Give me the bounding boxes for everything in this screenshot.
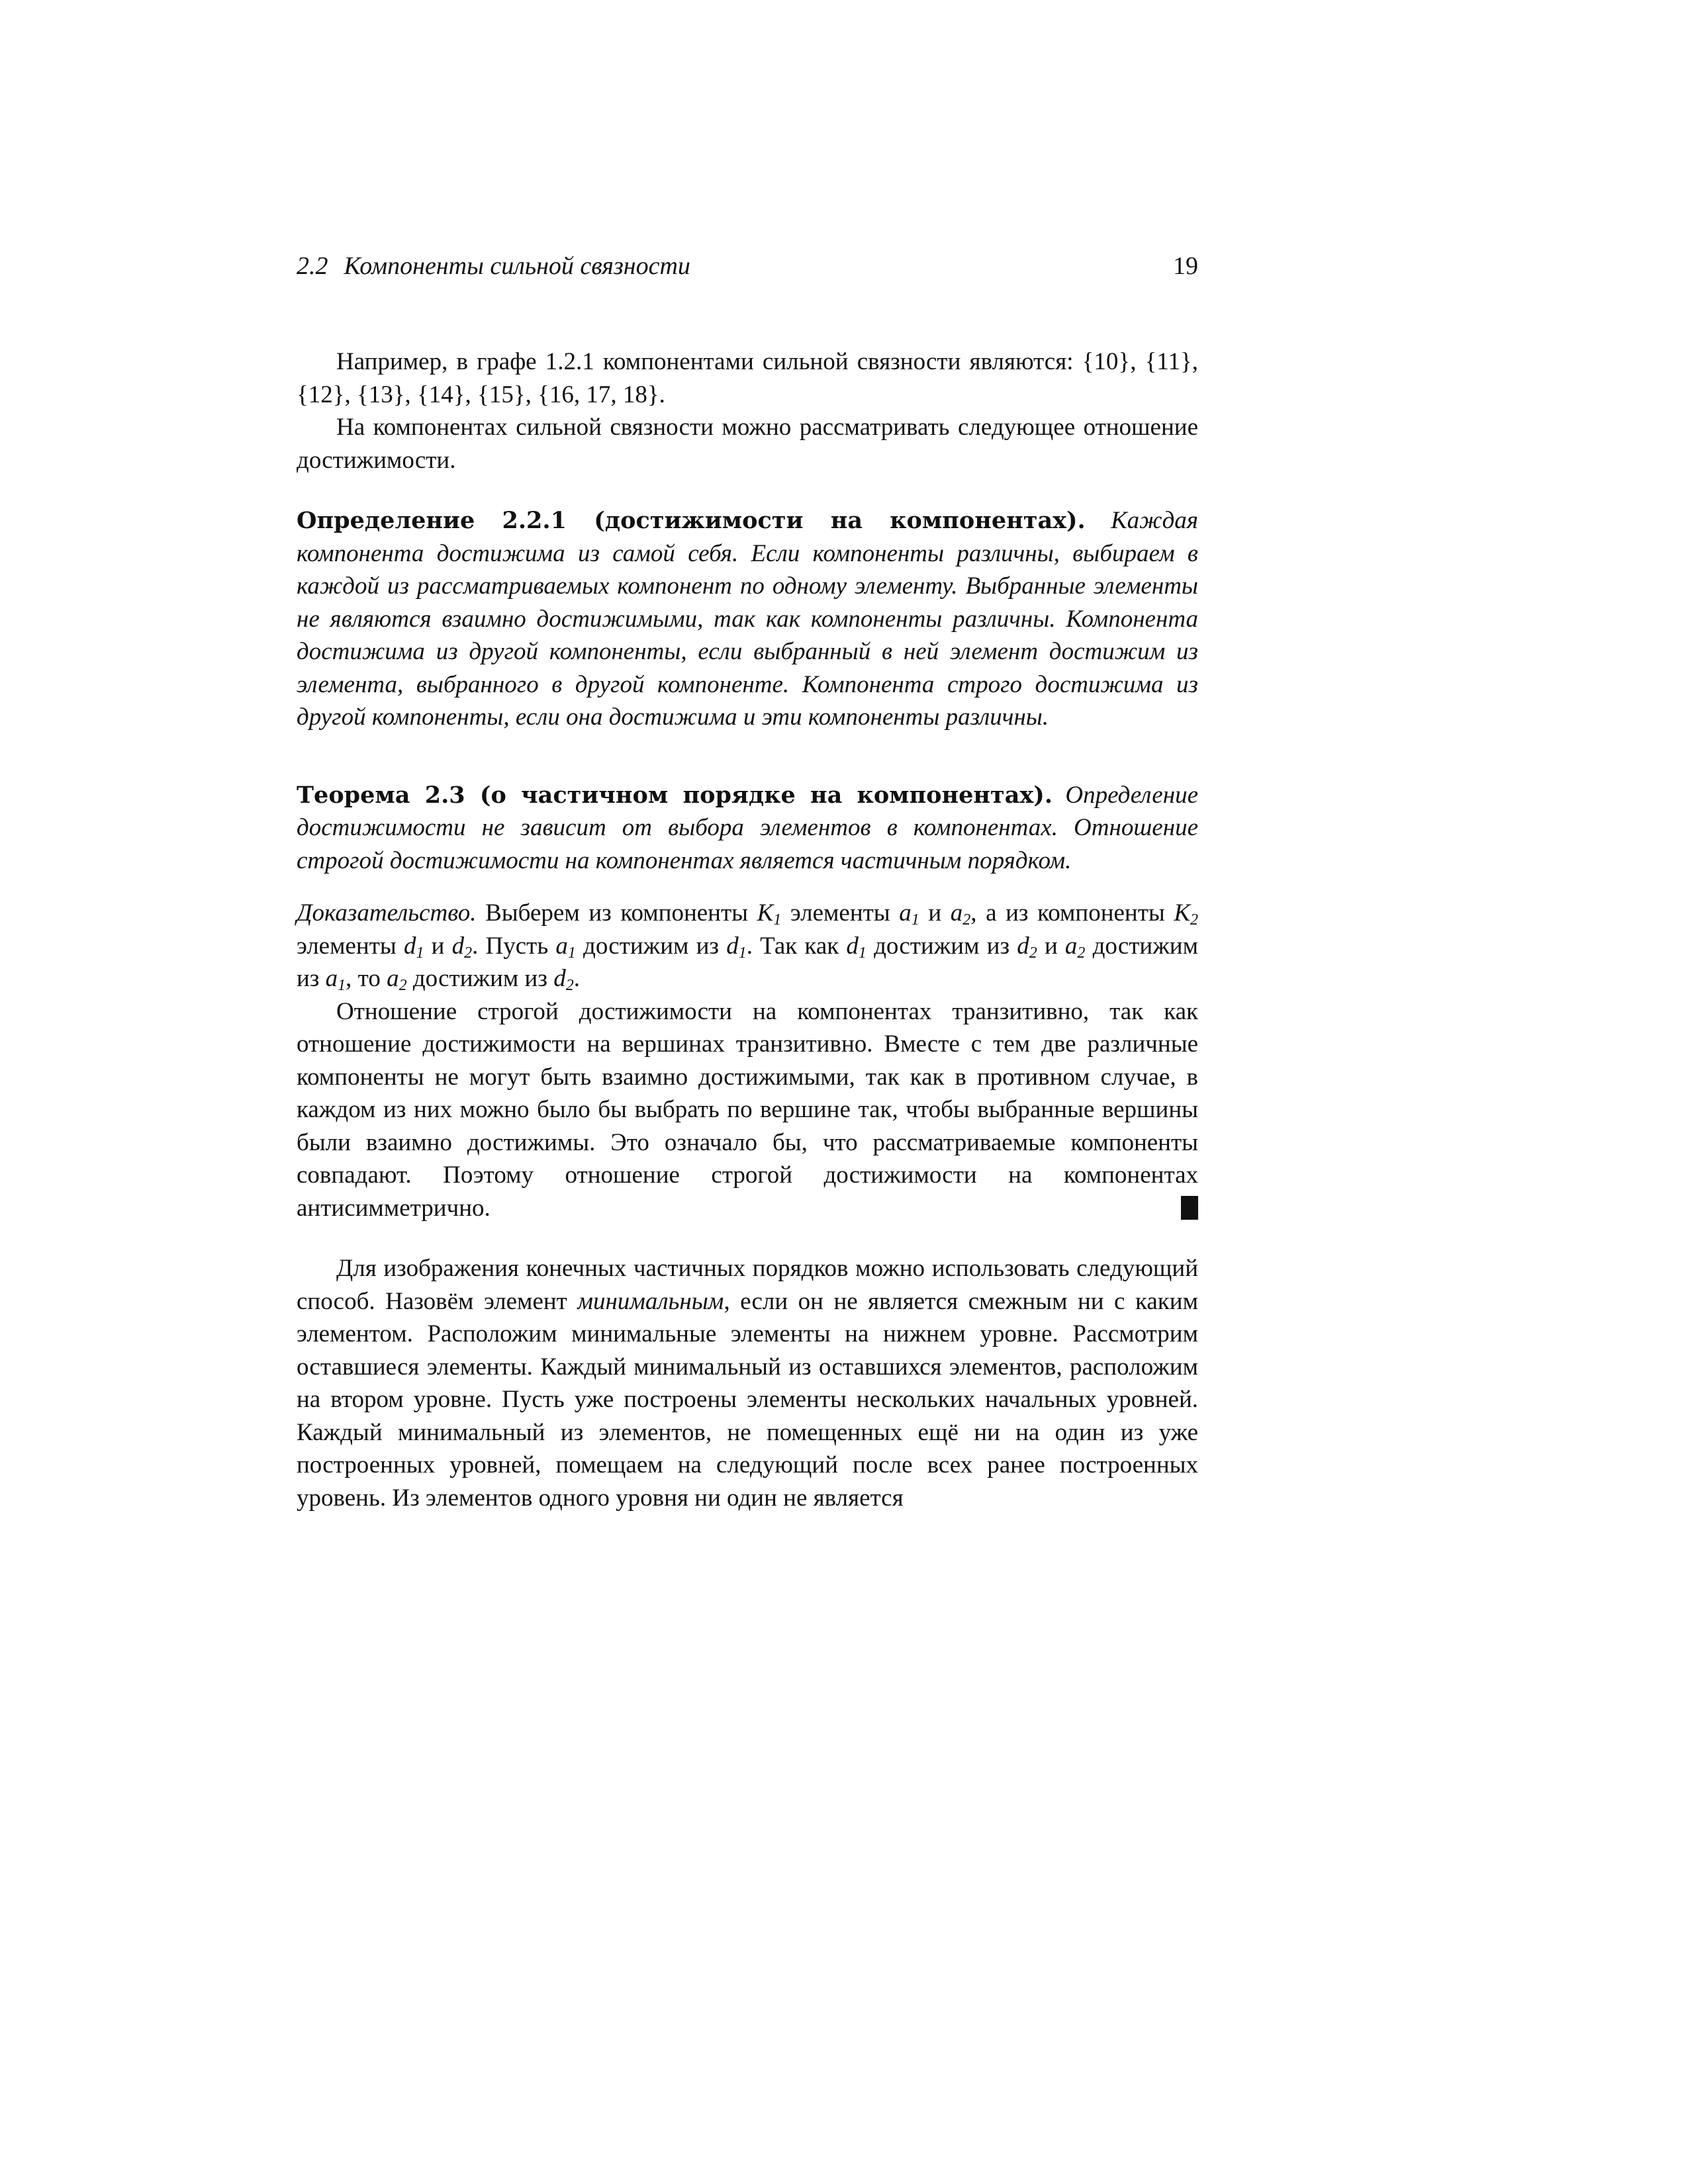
math-symbol: a <box>1064 932 1078 960</box>
math-symbol: a <box>950 899 963 927</box>
math-d2 <box>1017 933 1037 960</box>
math-subscript: 1 <box>738 944 747 962</box>
proof-text: и <box>431 932 445 960</box>
math-d2 <box>452 933 473 960</box>
page-number: 19 <box>1173 252 1198 280</box>
math-symbol: a <box>325 965 338 992</box>
proof-text: достижим из <box>874 932 1010 960</box>
paragraph-partial-orders <box>297 1252 1198 1514</box>
math-d2 <box>553 965 574 992</box>
definition-body: Каждая компонента достижима из самой себя. Если компоненты различны, выбираем в каждой из рассматриваемых компонент по одному элементу. Выбранные элементы не являются взаимно достижимыми, так как компоненты различны. Компонента достижима из другой компоненты, если выбранный в ней элемент достижим из элемента, выбранного в другой компоненте. Компонента строго достижима из другой компоненты, если она достижима и эти компоненты различны. <box>297 507 1198 731</box>
proof-text: . <box>573 965 580 992</box>
math-subscript: 2 <box>1077 944 1086 962</box>
math-symbol: d <box>726 932 739 960</box>
theorem-label: Теорема 2.3 (о частичном порядке на компонентах). <box>297 781 1053 809</box>
math-d1 <box>846 933 867 960</box>
proof-text: . Пусть <box>472 932 549 960</box>
math-subscript: 1 <box>338 977 346 994</box>
math-subscript: 2 <box>1029 944 1037 962</box>
math-a1 <box>899 899 919 927</box>
running-head <box>297 246 1198 286</box>
definition-block <box>297 504 1198 734</box>
theorem-body: Определение достижимости не зависит от выбора элементов в компонентах. Отношение строгой достижимости на компонентах является частичным порядком. <box>297 781 1198 874</box>
math-k2 <box>1174 899 1198 927</box>
proof-paragraph-2 <box>297 995 1198 1225</box>
proof-text: , а из компоненты <box>970 899 1165 927</box>
proof-text: Отношение строгой достижимости на компонентах транзитивно, так как отношение достижимости на вершинах транзитивно. Вместе с тем две различные компоненты не могут быть взаимно достижимыми, так как в противном случае, в каждом из них можно было бы выбрать по вершине так, чтобы выбранные вершины были взаимно достижимы. Это означало бы, что рассматриваемые компоненты совпадают. Поэтому отношение строгой достижимости на компонентах антисимметрично. <box>297 997 1198 1222</box>
math-symbol: d <box>846 932 859 960</box>
proof-text: достижим из <box>412 965 547 992</box>
math-subscript: 1 <box>773 911 782 929</box>
section-number: 2.2 <box>297 252 328 280</box>
math-d1 <box>404 933 424 960</box>
math-a1 <box>326 965 346 992</box>
math-symbol: K <box>757 899 774 927</box>
term-minimal: минимальным <box>577 1287 724 1315</box>
definition-label: Определение 2.2.1 (достижимости на компонентах). <box>297 507 1086 534</box>
math-subscript: 2 <box>565 977 574 994</box>
paragraph-intro: На компонентах сильной связности можно рассматривать следующее отношение достижимости. <box>297 414 1198 474</box>
paragraph-text: , если он не является смежным ни с каким элементом. Расположим минимальные элементы на нижнем уровне. Рассмотрим оставшиеся элементы. Каждый минимальный из оставшихся элементов, расположим на втором уровне. Пусть уже построены элементы нескольких начальных уровней. Каждый минимальный из элементов, не помещенных ещё ни на один из уже построенных уровней, помещаем на следующий после всех ранее построенных уровень. Из элементов одного уровня ни один не является <box>297 1287 1198 1512</box>
math-subscript: 2 <box>464 944 473 962</box>
proof-text: Выберем из компоненты <box>485 899 749 927</box>
math-d1 <box>726 933 747 960</box>
proof-text: элементы <box>790 899 890 927</box>
math-symbol: K <box>1174 899 1191 927</box>
proof-text: достижим из <box>297 932 1199 992</box>
math-symbol: d <box>553 965 566 992</box>
math-subscript: 1 <box>416 944 424 962</box>
paragraph-text: Для изображения конечных частичных порядков можно использовать следующий способ. Назовём элемент <box>297 1255 1198 1315</box>
math-symbol: a <box>899 899 912 927</box>
proof-text: , то <box>346 965 381 992</box>
proof-head: Доказательство. <box>297 899 477 927</box>
math-a2 <box>1065 933 1086 960</box>
math-subscript: 1 <box>911 911 919 929</box>
proof-text: достижим из <box>583 932 720 960</box>
proof-paragraph-1 <box>297 897 1198 995</box>
section-title: Компоненты сильной связности <box>344 252 690 280</box>
qed-square-icon <box>1181 1196 1198 1220</box>
math-symbol: d <box>451 932 465 960</box>
math-subscript: 2 <box>1190 911 1199 929</box>
math-symbol: a <box>555 932 568 960</box>
math-symbol: d <box>1017 932 1029 960</box>
math-subscript: 2 <box>399 977 407 994</box>
proof-text: и <box>1044 932 1058 960</box>
math-subscript: 2 <box>962 911 971 929</box>
math-symbol: d <box>403 932 416 960</box>
page <box>297 246 1199 1512</box>
math-subscript: 1 <box>858 944 867 962</box>
math-a2 <box>387 965 407 992</box>
math-k1 <box>757 899 782 927</box>
theorem-block <box>297 779 1198 878</box>
proof-text: элементы <box>297 932 397 960</box>
section-heading <box>297 246 690 286</box>
proof-text: и <box>928 899 942 927</box>
math-a2 <box>951 899 971 927</box>
proof-text: . Так как <box>746 932 839 960</box>
body-text <box>297 345 1198 1514</box>
math-a1 <box>555 933 576 960</box>
paragraph-example: Например, в графе 1.2.1 компонентами сильной связности являются: {10}, {11}, {12}, {13}, {14}, {15}, {16, 17, 18}. <box>297 348 1198 408</box>
math-subscript: 1 <box>567 944 576 962</box>
math-symbol: a <box>387 965 399 992</box>
